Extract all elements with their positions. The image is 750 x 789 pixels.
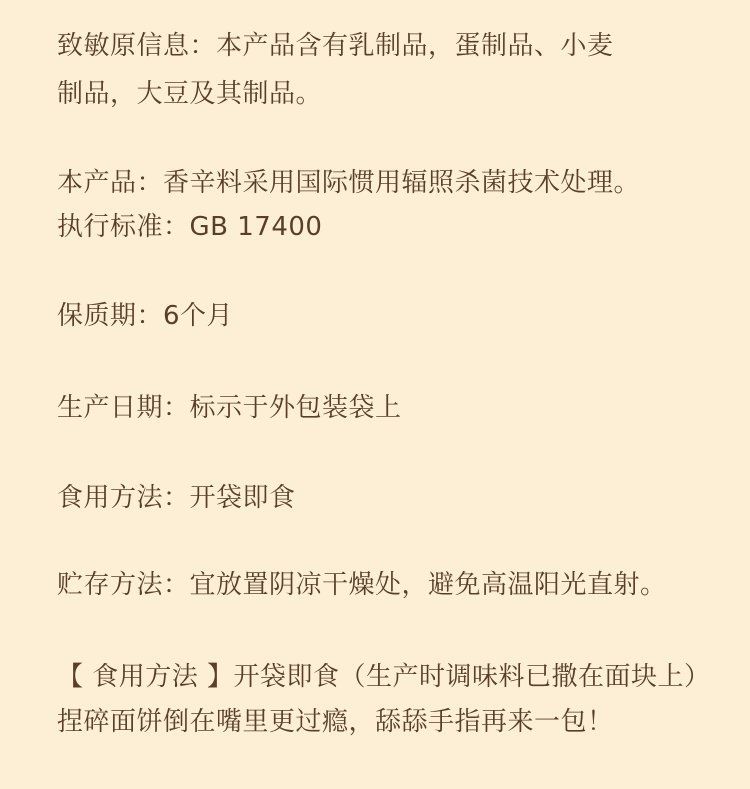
production-date: 生产日期：标示于外包装袋上 bbox=[57, 393, 402, 423]
execution-standard: 执行标准：GB 17400 bbox=[57, 212, 323, 242]
usage-method: 食用方法：开袋即食 bbox=[57, 483, 296, 513]
eating-tip-line-1: 【 食用方法 】开袋即食（生产时调味料已撒在面块上） bbox=[57, 662, 711, 692]
storage-method: 贮存方法：宜放置阴凉干燥处，避免高温阳光直射。 bbox=[57, 570, 667, 600]
allergen-info-line-2: 制品，大豆及其制品。 bbox=[57, 79, 323, 109]
irradiation-note: 本产品：香辛料采用国际惯用辐照杀菌技术处理。 bbox=[57, 168, 641, 198]
eating-tip-line-2: 捏碎面饼倒在嘴里更过瘾，舔舔手指再来一包！ bbox=[57, 707, 614, 737]
shelf-life: 保质期：6个月 bbox=[57, 301, 234, 331]
allergen-info-line-1: 致敏原信息：本产品含有乳制品，蛋制品、小麦 bbox=[57, 31, 614, 61]
